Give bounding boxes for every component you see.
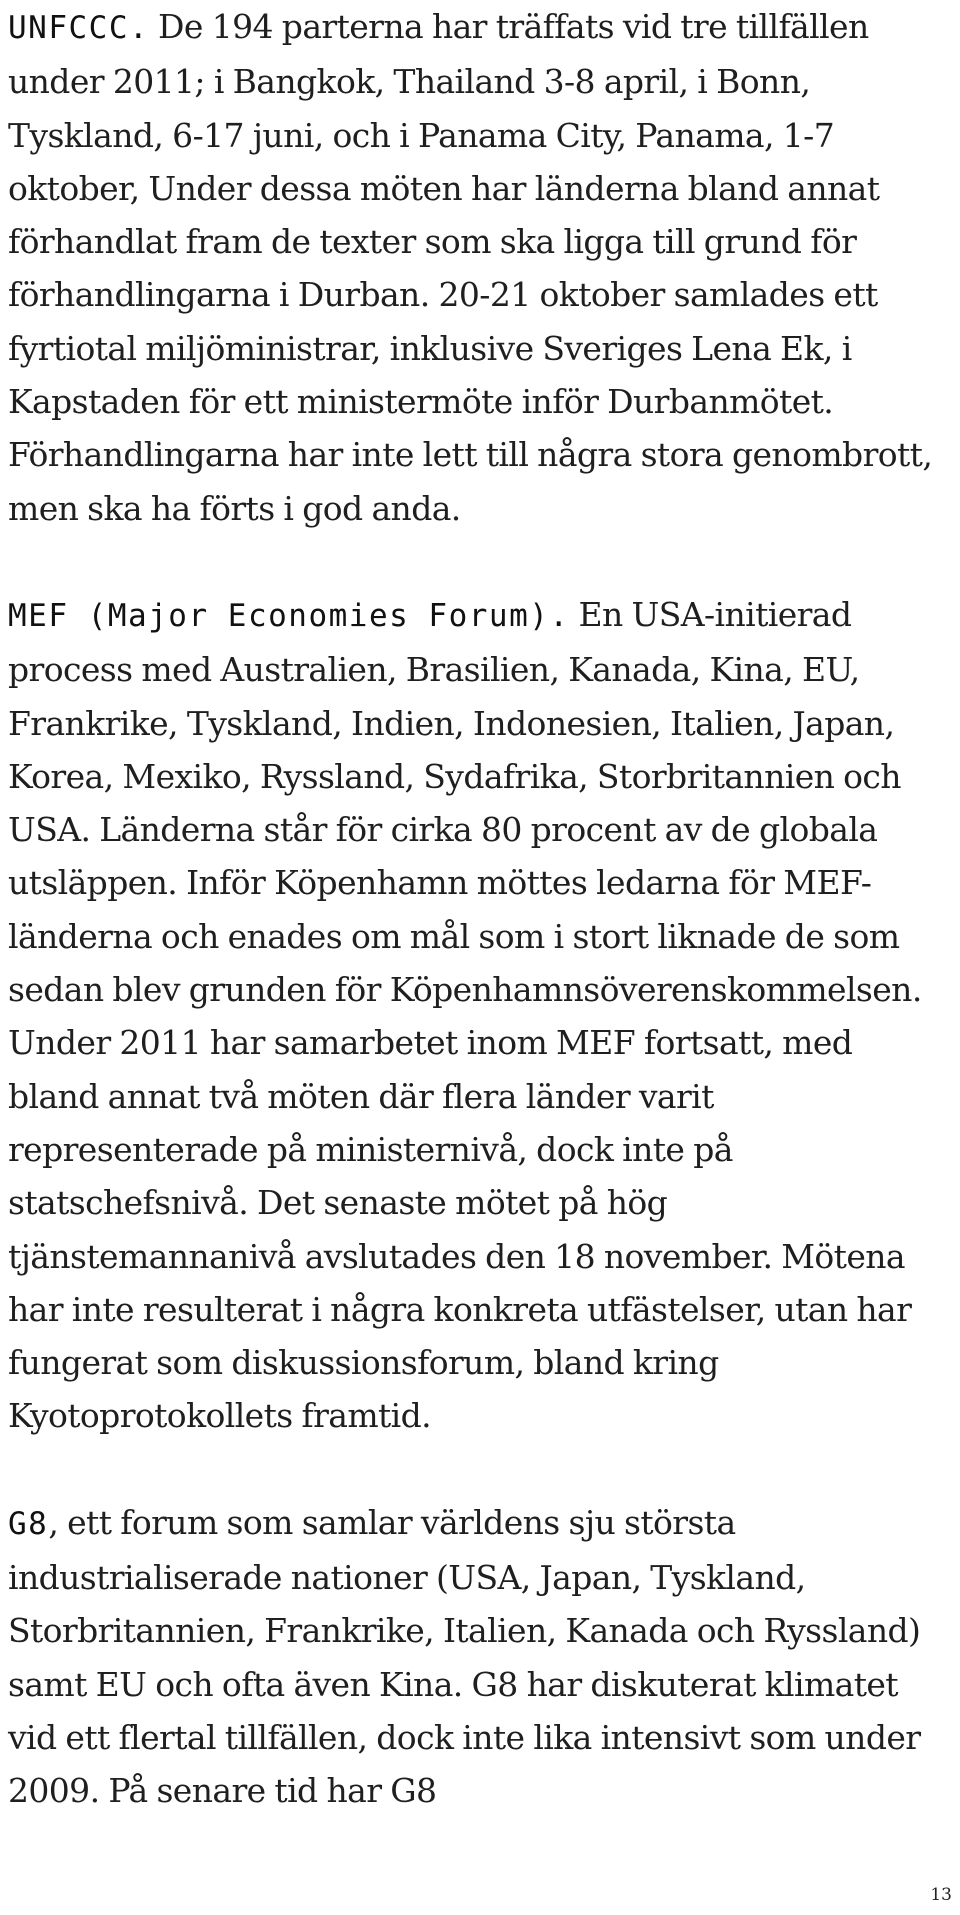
page-number: 13	[930, 1885, 952, 1905]
heading-g8: G8	[8, 1505, 49, 1542]
heading-mef: MEF (Major Economies Forum).	[8, 597, 570, 634]
paragraph-g8	[8, 1496, 948, 1818]
paragraph-mef	[8, 588, 948, 1443]
body-text-column	[8, 0, 948, 1818]
paragraph-mef-text: En USA-initierad process med Australien, Brasilien, Kanada, Kina, EU, Frankrike, Tyskland, Indien, Indonesien, Italien, Japan, Korea, Mexiko, Ryssland, Sydafrika, Storbritannien och USA. Länderna står för cirka 80 procent av de globala utsläppen. Inför Köpenhamn möttes ledarna för MEF-länderna och enades om mål som i stort liknade de som sedan blev grunden för Köpenhamnsöverenskommelsen. Under 2011 har samarbetet inom MEF fortsatt, med bland annat två möten där flera länder varit representerade på ministernivå, dock inte på statschefsnivå. Det senaste mötet på hög tjänstemannanivå avslutades den 18 november. Mötena har inte resulterat i några konkreta utfästelser, utan har fungerat som diskussionsforum, bland kring Kyotoprotokollets framtid.	[8, 594, 922, 1436]
paragraph-g8-text: , ett forum som samlar världens sju största industrialiserade nationer (USA, Japan, Tyskland, Storbritannien, Frankrike, Italien, Kanada och Ryssland) samt EU och ofta även Kina. G8 har diskuterat klimatet vid ett flertal tillfällen, dock inte lika intensivt som under 2009. På senare tid har G8	[8, 1502, 921, 1811]
heading-unfccc: UNFCCC.	[8, 10, 150, 46]
paragraph-unfccc	[8, 0, 948, 535]
paragraph-unfccc-text: De 194 parterna har träffats vid tre tillfällen under 2011; i Bangkok, Thailand 3-8 april, i Bonn, Tyskland, 6-17 juni, och i Panama City, Panama, 1-7 oktober, Under dessa möten har länderna bland annat förhandlat fram de texter som ska ligga till grund för förhandlingarna i Durban. 20-21 oktober samlades ett fyrtiotal miljöministrar, inklusive Sveriges Lena Ek, i Kapstaden för ett ministermöte inför Durbanmötet. Förhandlingarna har inte lett till några stora genombrott, men ska ha förts i god anda.	[8, 7, 933, 528]
